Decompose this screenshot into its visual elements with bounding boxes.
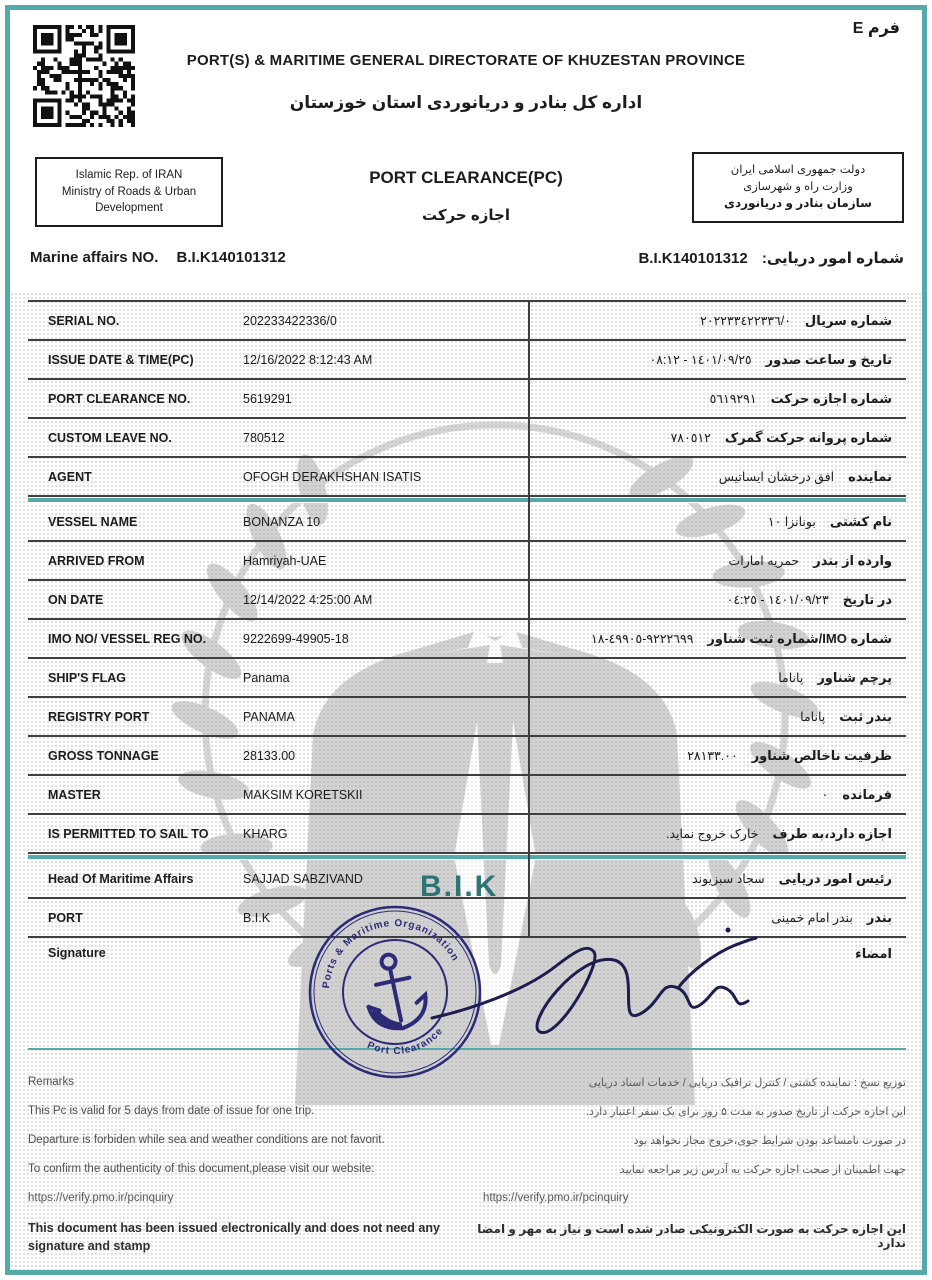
row-value-fa: ٩٢٢٢٦٩٩-٤٩٩٠٥-١٨	[591, 632, 694, 646]
row-label-fa: بندر ثبت	[839, 708, 892, 724]
row-cell-en	[28, 431, 500, 445]
remark-text-en: Remarks	[28, 1076, 75, 1088]
gov-line2: وزارت راه و شهرسازی	[743, 180, 853, 193]
row-cell-fa	[500, 313, 906, 329]
ministry-line3: Development	[95, 202, 163, 215]
verify-url-center: https://verify.pmo.ir/pcinquiry	[483, 1192, 629, 1204]
gov-line3: سازمان بنادر و دریانوردی	[723, 196, 872, 211]
row-label-fa: شماره سریال	[804, 312, 892, 328]
row-label-en: Signature	[48, 946, 106, 960]
row-cell-en	[28, 671, 500, 685]
remark-text-fa: توزیع نسخ : نماینده کشتی / کنترل ترافیک دریایی / خدمات اسناد دریایی	[588, 1077, 906, 1089]
remarks-section	[28, 1076, 906, 1255]
row-cell-fa	[500, 748, 906, 764]
row-value-fa: ١٤٠١/٠٩/٢٣ - ٠٤:٢٥	[726, 593, 829, 607]
row-value-fa: ٠	[821, 788, 829, 802]
row-label-en: AGENT	[48, 469, 92, 484]
row-value-fa: سجاد سبزیوند	[692, 872, 765, 886]
directorate-title-en: PORT(S) & MARITIME GENERAL DIRECTORATE OF KHUZESTAN PROVINCE	[186, 52, 746, 69]
form-label: فرم E	[852, 20, 900, 37]
table-row	[28, 860, 906, 899]
row-cell-fa	[500, 592, 906, 608]
row-label-fa: نام کشتی	[829, 513, 892, 529]
row-label-fa: امضاء	[855, 946, 892, 961]
row-cell-en	[28, 470, 500, 484]
table-row	[28, 341, 906, 380]
table-row	[28, 380, 906, 419]
row-label-fa: بندر	[866, 909, 892, 925]
row-label-en: SERIAL NO.	[48, 313, 120, 328]
document-header	[0, 0, 932, 292]
row-cell-en	[28, 392, 500, 406]
row-value-en: PANAMA	[243, 709, 295, 724]
row-label-fa: شماره IMO/شماره ثبت شناور	[707, 630, 892, 646]
remark-text-en: To confirm the authenticity of this document,please visit our website:	[28, 1163, 375, 1175]
row-label-fa: در تاریخ	[842, 591, 892, 607]
marine-affairs-label-fa: شماره امور دریایی:	[761, 250, 904, 267]
anchor-icon	[359, 949, 431, 1034]
table-row	[28, 581, 906, 620]
row-label-fa: نماینده	[848, 468, 892, 484]
marine-affairs-label-en: Marine affairs NO.	[30, 249, 159, 266]
table-row	[28, 542, 906, 581]
row-value-fa: خارک خروج نماید.	[666, 827, 759, 841]
row-cell-en	[28, 872, 500, 886]
table-row	[28, 698, 906, 737]
table-row	[28, 419, 906, 458]
electronic-notice-fa: این اجازه حرکت به صورت الکترونیکی صادر شده است و نیاز به مهر و امضا ندارد	[477, 1222, 906, 1250]
row-cell-en	[28, 827, 500, 841]
remark-row	[28, 1134, 906, 1147]
row-label-fa: فرمانده	[842, 786, 892, 802]
row-label-fa: تاریخ و ساعت صدور	[765, 351, 892, 367]
row-label-en: Head Of Maritime Affairs	[48, 871, 194, 886]
row-label-en: MASTER	[48, 787, 101, 802]
row-label-en: REGISTRY PORT	[48, 709, 150, 724]
row-label-fa: پرچم شناور	[817, 669, 892, 685]
row-value-fa: پاناما	[778, 671, 804, 685]
remark-row	[28, 1163, 906, 1176]
row-label-en: CUSTOM LEAVE NO.	[48, 430, 172, 445]
row-value-en: 202233422336/0	[243, 313, 337, 328]
table-row	[28, 302, 906, 341]
row-cell-fa	[500, 391, 906, 407]
table-row	[28, 815, 906, 854]
table-column-divider	[528, 302, 530, 938]
row-value-fa: ٥٦١٩٢٩١	[709, 392, 757, 406]
row-cell-en	[28, 788, 500, 802]
row-label-fa: وارده از بندر	[813, 552, 892, 568]
remark-text-en: This Pc is valid for 5 days from date of issue for one trip.	[28, 1105, 315, 1117]
directorate-title-fa: اداره کل بنادر و دریانوردی استان خوزستان	[289, 93, 643, 112]
row-cell-fa	[500, 631, 906, 647]
stamp-bottom-text: Port Clearance	[365, 1025, 446, 1058]
marine-affairs-number-fa: B.I.K140101312	[638, 250, 748, 267]
row-value-en: MAKSIM KORETSKII	[243, 787, 363, 802]
marine-affairs-en	[30, 249, 286, 266]
row-value-fa: ٧٨٠٥١٢	[670, 431, 711, 445]
row-label-fa: اجازه دارد،به طرف	[772, 825, 892, 841]
remark-text-fa: در صورت نامساعد بودن شرایط جوی،خروج مجاز نخواهد بود	[633, 1135, 906, 1147]
row-value-fa: پاناما	[800, 710, 826, 724]
row-cell-en	[28, 314, 500, 328]
row-cell-fa	[500, 709, 906, 725]
row-cell-fa	[500, 826, 906, 842]
row-cell-en	[28, 749, 500, 763]
row-label-fa: ظرفیت ناخالص شناور	[751, 747, 892, 763]
signature-scribble	[428, 922, 758, 1052]
remark-row	[28, 1105, 906, 1118]
remark-text-en: Departure is forbiden while sea and weather conditions are not favorit.	[28, 1134, 385, 1146]
row-cell-en	[28, 710, 500, 724]
marine-affairs-row	[30, 249, 904, 267]
row-cell-en	[28, 593, 500, 607]
remark-text-fa: این اجازه حرکت از تاریخ صدور به مدت ۵ روز برای یک سفر اعتبار دارد.	[585, 1106, 906, 1118]
verify-url-left: https://verify.pmo.ir/pcinquiry	[28, 1192, 174, 1204]
row-label-en: PORT	[48, 910, 83, 925]
row-cell-en	[28, 554, 500, 568]
row-cell-fa	[500, 553, 906, 569]
row-value-en: 9222699-49905-18	[243, 631, 349, 646]
row-value-fa: بونانزا ١٠	[767, 515, 816, 529]
row-value-en: OFOGH DERAKHSHAN ISATIS	[243, 469, 422, 484]
table-row	[28, 620, 906, 659]
row-cell-fa	[500, 469, 906, 485]
row-value-en: KHARG	[243, 826, 288, 841]
marine-affairs-fa	[638, 249, 904, 267]
row-label-fa: شماره اجازه حرکت	[770, 390, 892, 406]
row-value-en: 12/16/2022 8:12:43 AM	[243, 352, 373, 367]
row-label-en: IMO NO/ VESSEL REG NO.	[48, 631, 207, 646]
doc-title-en: PORT CLEARANCE(PC)	[369, 168, 563, 187]
remark-text-fa: جهت اطمینان از صحت اجازه حرکت به آدرس زیر مراجعه نمایید	[619, 1164, 906, 1176]
marine-affairs-number: B.I.K140101312	[176, 249, 286, 266]
row-cell-en	[28, 632, 500, 646]
row-label-en: IS PERMITTED TO SAIL TO	[48, 826, 209, 841]
row-label-en: VESSEL NAME	[48, 514, 138, 529]
row-cell-fa	[500, 514, 906, 530]
row-value-fa: ٢٨١٣٣.٠٠	[687, 749, 738, 763]
table-row	[28, 776, 906, 815]
table-row	[28, 737, 906, 776]
row-label-fa: شماره پروانه حرکت گمرک	[724, 429, 892, 445]
row-label-en: ARRIVED FROM	[48, 553, 145, 568]
ministry-line2: Ministry of Roads & Urban	[61, 185, 197, 198]
row-label-en: ON DATE	[48, 592, 104, 607]
row-value-fa: ١٤٠١/٠٩/٢٥ - ٠٨:١٢	[649, 353, 752, 367]
row-value-en: 780512	[243, 430, 285, 445]
row-label-en: PORT CLEARANCE NO.	[48, 391, 191, 406]
electronic-notice-en: This document has been issued electronically and does not need any signature and stamp	[28, 1221, 440, 1253]
ministry-box-fa	[692, 152, 904, 223]
row-label-fa: رئیس امور دریایی	[778, 870, 892, 886]
row-value-en: 12/14/2022 4:25:00 AM	[243, 592, 373, 607]
verify-url-row	[28, 1192, 906, 1206]
row-label-en: SHIP'S FLAG	[48, 670, 126, 685]
port-code-watermark: B.I.K	[420, 870, 499, 903]
table-row	[28, 659, 906, 698]
row-cell-en	[28, 515, 500, 529]
row-value-en: 28133.00	[243, 748, 296, 763]
row-cell-fa	[500, 352, 906, 368]
gov-line1: دولت جمهوری اسلامی ایران	[730, 164, 866, 176]
remark-row	[28, 1076, 906, 1089]
row-label-en: ISSUE DATE & TIME(PC)	[48, 352, 194, 367]
electronic-notice-row	[28, 1220, 906, 1255]
row-cell-fa	[500, 670, 906, 686]
row-label-en: GROSS TONNAGE	[48, 748, 159, 763]
row-value-fa: ٢٠٢٢٣٣٤٢٢٣٣٦/٠	[700, 314, 791, 328]
row-value-en: Panama	[243, 670, 290, 685]
table-row	[28, 458, 906, 497]
doc-title-fa: اجازه حرکت	[422, 207, 510, 224]
ministry-line1: Islamic Rep. of IRAN	[75, 169, 183, 181]
row-value-en: 5619291	[243, 391, 292, 406]
row-cell-fa	[500, 430, 906, 446]
table-row	[28, 503, 906, 542]
row-value-en: BONANZA 10	[243, 514, 321, 529]
row-cell-en	[28, 353, 500, 367]
row-value-en: SAJJAD SABZIVAND	[243, 871, 363, 886]
row-value-fa: بندر امام خمینی	[771, 911, 853, 925]
stamp-top-text: Ports & Maritime Organization	[321, 917, 461, 989]
row-value-en: Hamriyah-UAE	[243, 553, 327, 568]
row-value-en: B.I.K	[243, 910, 271, 925]
row-cell-fa	[500, 871, 906, 887]
row-value-fa: حمریه امارات	[728, 554, 800, 568]
row-cell-fa	[500, 787, 906, 803]
row-value-fa: افق درخشان ایساتیس	[718, 470, 835, 484]
